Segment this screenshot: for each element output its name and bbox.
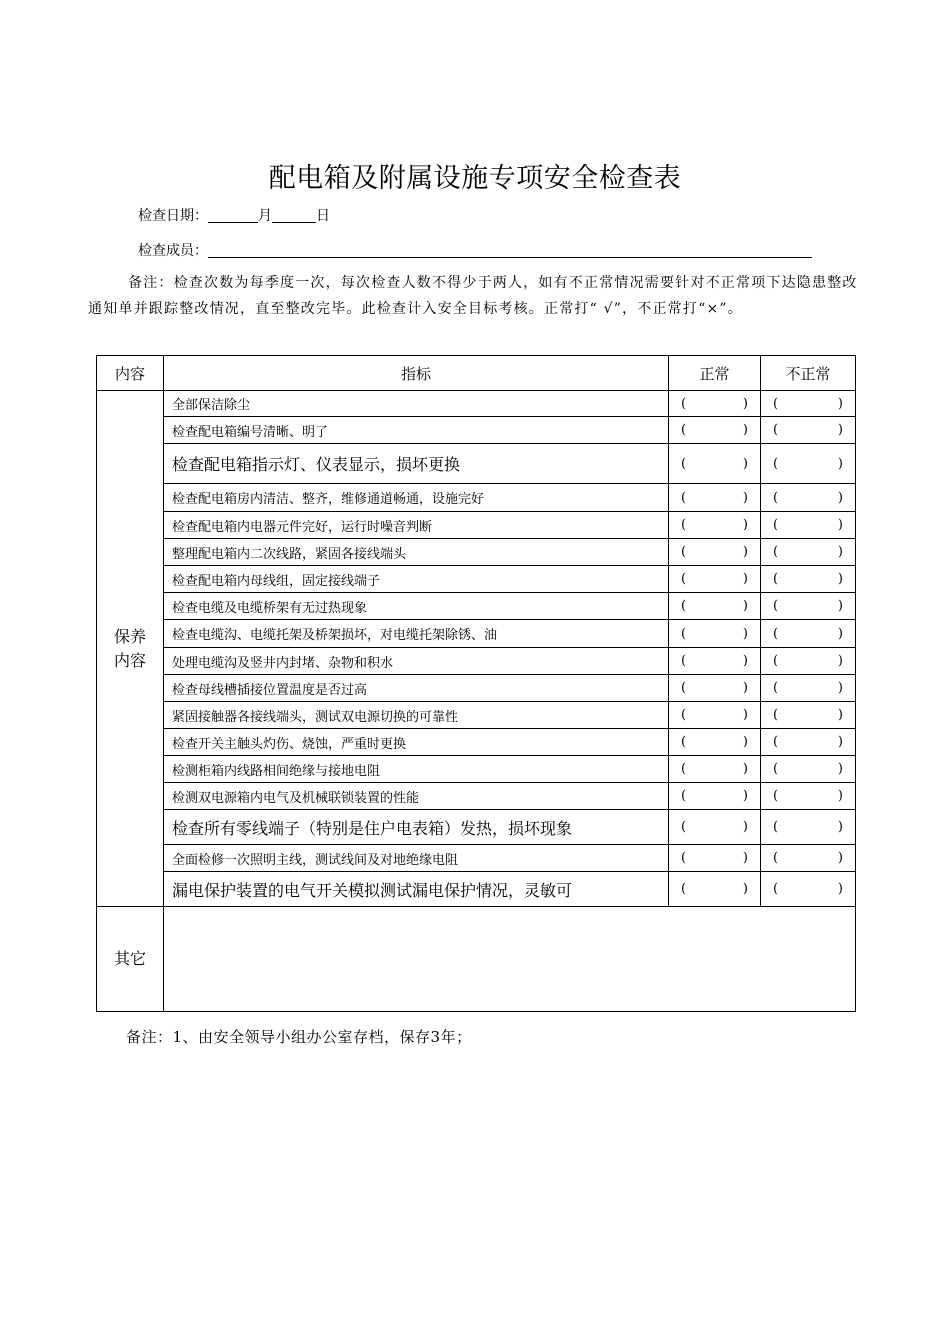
check-open-paren: ( [773,544,779,560]
table-row [97,417,856,444]
check-close-paren: ) [742,819,748,835]
check-close-paren: ) [837,571,843,587]
abnormal-check-cell[interactable] [761,845,856,872]
check-close-paren: ) [742,456,748,471]
normal-check-cell[interactable] [669,648,761,675]
table-row [97,391,856,417]
indicator-cell: 全部保洁除尘 [164,391,669,417]
table-row [97,566,856,593]
abnormal-check-cell[interactable] [761,675,856,702]
check-close-paren: ) [837,490,843,505]
normal-check-cell[interactable] [669,484,761,512]
abnormal-check-cell[interactable] [761,391,856,417]
indicator-cell: 处理电缆沟及竖井内封堵、杂物和积水 [164,648,669,675]
check-open-paren: ( [773,626,779,641]
document-title: 配电箱及附属设施专项安全检查表 [268,163,682,194]
check-open-paren: ( [773,653,779,669]
members-line [138,240,812,260]
abnormal-check-cell[interactable] [761,444,856,484]
day-blank[interactable] [272,208,316,223]
normal-check-cell[interactable] [669,539,761,566]
indicator-cell: 检查配电箱房内清洁、整齐，维修通道畅通，设施完好 [164,484,669,512]
check-close-paren: ) [837,881,843,897]
indicator-cell: 检查配电箱编号清晰、明了 [164,417,669,444]
abnormal-check-cell[interactable] [761,484,856,512]
check-open-paren: ( [773,571,779,587]
check-open-paren: ( [681,490,687,505]
check-close-paren: ) [742,626,748,641]
category-cell [97,391,164,907]
normal-check-cell[interactable] [669,845,761,872]
abnormal-check-cell[interactable] [761,620,856,648]
header-content: 内容 [97,356,164,391]
check-close-paren: ) [837,819,843,835]
table-row [97,810,856,845]
check-open-paren: ( [681,707,687,723]
month-blank[interactable] [208,208,258,223]
members-blank[interactable] [208,243,812,258]
check-open-paren: ( [773,396,779,411]
check-close-paren: ) [742,517,748,533]
abnormal-check-cell[interactable] [761,756,856,783]
abnormal-check-cell[interactable] [761,566,856,593]
normal-check-cell[interactable] [669,872,761,907]
normal-check-cell[interactable] [669,444,761,484]
indicator-cell: 检查开关主触头灼伤、烧蚀，严重时更换 [164,729,669,756]
abnormal-check-cell[interactable] [761,593,856,620]
indicator-cell: 检查母线槽插接位置温度是否过高 [164,675,669,702]
check-close-paren: ) [837,680,843,696]
indicator-cell: 紧固接触器各接线端头，测试双电源切换的可靠性 [164,702,669,729]
normal-check-cell[interactable] [669,593,761,620]
check-open-paren: ( [681,881,687,897]
indicator-cell: 检测双电源箱内电气及机械联锁装置的性能 [164,783,669,810]
check-close-paren: ) [742,598,748,614]
indicator-cell: 检查电缆及电缆桥架有无过热现象 [164,593,669,620]
check-close-paren: ) [742,788,748,804]
indicator-cell: 漏电保护装置的电气开关模拟测试漏电保护情况，灵敏可 [164,872,669,907]
header-row [97,356,856,391]
table-row [97,512,856,539]
table-row [97,593,856,620]
check-close-paren: ) [837,734,843,750]
table-row [97,620,856,648]
normal-check-cell[interactable] [669,620,761,648]
check-close-paren: ) [742,544,748,560]
check-open-paren: ( [681,761,687,777]
check-close-paren: ) [837,653,843,669]
check-open-paren: ( [681,626,687,641]
check-open-paren: ( [681,456,687,471]
normal-check-cell[interactable] [669,729,761,756]
other-label: 其它 [97,907,164,1012]
check-close-paren: ) [837,761,843,777]
normal-check-cell[interactable] [669,783,761,810]
table-row [97,756,856,783]
check-open-paren: ( [681,422,687,438]
indicator-cell: 检查配电箱指示灯、仪表显示，损坏更换 [164,444,669,484]
indicator-cell: 检查电缆沟、电缆托架及桥架损坏，对电缆托架除锈、油 [164,620,669,648]
check-close-paren: ) [742,422,748,438]
indicator-cell: 检查配电箱内电器元件完好，运行时噪音判断 [164,512,669,539]
normal-check-cell[interactable] [669,756,761,783]
members-label: 检查成员： [138,243,208,259]
abnormal-check-cell[interactable] [761,702,856,729]
normal-check-cell[interactable] [669,702,761,729]
normal-check-cell[interactable] [669,810,761,845]
check-open-paren: ( [773,761,779,777]
check-open-paren: ( [773,490,779,505]
check-open-paren: ( [773,517,779,533]
check-close-paren: ) [837,598,843,614]
check-open-paren: ( [681,653,687,669]
inspection-table [96,355,856,1012]
check-close-paren: ) [837,396,843,411]
day-label: 日 [316,208,330,224]
abnormal-check-cell[interactable] [761,729,856,756]
indicator-cell: 全面检修一次照明主线，测试线间及对地绝缘电阻 [164,845,669,872]
check-close-paren: ) [742,881,748,897]
abnormal-check-cell[interactable] [761,783,856,810]
check-close-paren: ) [742,396,748,411]
indicator-cell: 检查配电箱内母线组，固定接线端子 [164,566,669,593]
category-label: 保养内容 [113,626,146,670]
check-open-paren: ( [773,881,779,897]
check-open-paren: ( [681,396,687,411]
check-open-paren: ( [773,734,779,750]
other-content-area[interactable] [164,907,856,1012]
check-open-paren: ( [773,819,779,835]
check-open-paren: ( [681,850,687,866]
check-close-paren: ) [837,544,843,560]
check-close-paren: ) [837,850,843,866]
table-row [97,729,856,756]
abnormal-check-cell[interactable] [761,872,856,907]
indicator-cell: 整理配电箱内二次线路，紧固各接线端头 [164,539,669,566]
table-row [97,783,856,810]
normal-check-cell[interactable] [669,391,761,417]
check-open-paren: ( [681,734,687,750]
check-open-paren: ( [681,598,687,614]
check-close-paren: ) [742,653,748,669]
month-label: 月 [258,208,272,224]
normal-check-cell[interactable] [669,512,761,539]
check-close-paren: ) [742,707,748,723]
check-open-paren: ( [773,680,779,696]
check-open-paren: ( [681,788,687,804]
abnormal-check-cell[interactable] [761,512,856,539]
table-row [97,872,856,907]
check-close-paren: ) [837,788,843,804]
normal-check-cell[interactable] [669,675,761,702]
indicator-cell: 检查所有零线端子（特别是住户电表箱）发热，损坏现象 [164,810,669,845]
instruction-note: 备注：检查次数为每季度一次，每次检查人数不得少于两人，如有不正常情况需要针对不正常项下达隐患整改通知单并跟踪整改情况，直至整改完毕。此检查计入安全目标考核。正常打“ √”，不正常打“×”。 [88,275,858,317]
normal-check-cell[interactable] [669,566,761,593]
indicator-cell: 检测柜箱内线路相间绝缘与接地电阻 [164,756,669,783]
check-close-paren: ) [837,517,843,533]
check-close-paren: ) [742,850,748,866]
table-row [97,675,856,702]
table-row [97,845,856,872]
table-row [97,539,856,566]
check-open-paren: ( [681,544,687,560]
header-normal: 正常 [669,356,761,391]
check-close-paren: ) [742,761,748,777]
abnormal-check-cell[interactable] [761,810,856,845]
check-open-paren: ( [773,456,779,471]
table-row [97,484,856,512]
check-close-paren: ) [837,707,843,723]
header-abnormal: 不正常 [761,356,856,391]
check-close-paren: ) [742,571,748,587]
abnormal-check-cell[interactable] [761,648,856,675]
check-close-paren: ) [742,490,748,505]
footer-note: 备注：1、由安全领导小组办公室存档，保存3年； [126,1028,472,1046]
check-open-paren: ( [773,850,779,866]
check-open-paren: ( [773,598,779,614]
check-open-paren: ( [773,788,779,804]
check-close-paren: ) [742,734,748,750]
abnormal-check-cell[interactable] [761,539,856,566]
normal-check-cell[interactable] [669,417,761,444]
check-open-paren: ( [681,819,687,835]
date-label: 检查日期： [138,208,208,224]
check-open-paren: ( [681,571,687,587]
abnormal-check-cell[interactable] [761,417,856,444]
check-close-paren: ) [837,422,843,438]
table-row [97,702,856,729]
date-line [138,205,330,225]
check-open-paren: ( [681,680,687,696]
check-close-paren: ) [837,626,843,641]
table-row [97,648,856,675]
check-open-paren: ( [773,707,779,723]
other-row [97,907,856,1012]
check-close-paren: ) [837,456,843,471]
check-open-paren: ( [681,517,687,533]
header-indicator: 指标 [164,356,669,391]
table-row [97,444,856,484]
check-close-paren: ) [742,680,748,696]
check-open-paren: ( [773,422,779,438]
